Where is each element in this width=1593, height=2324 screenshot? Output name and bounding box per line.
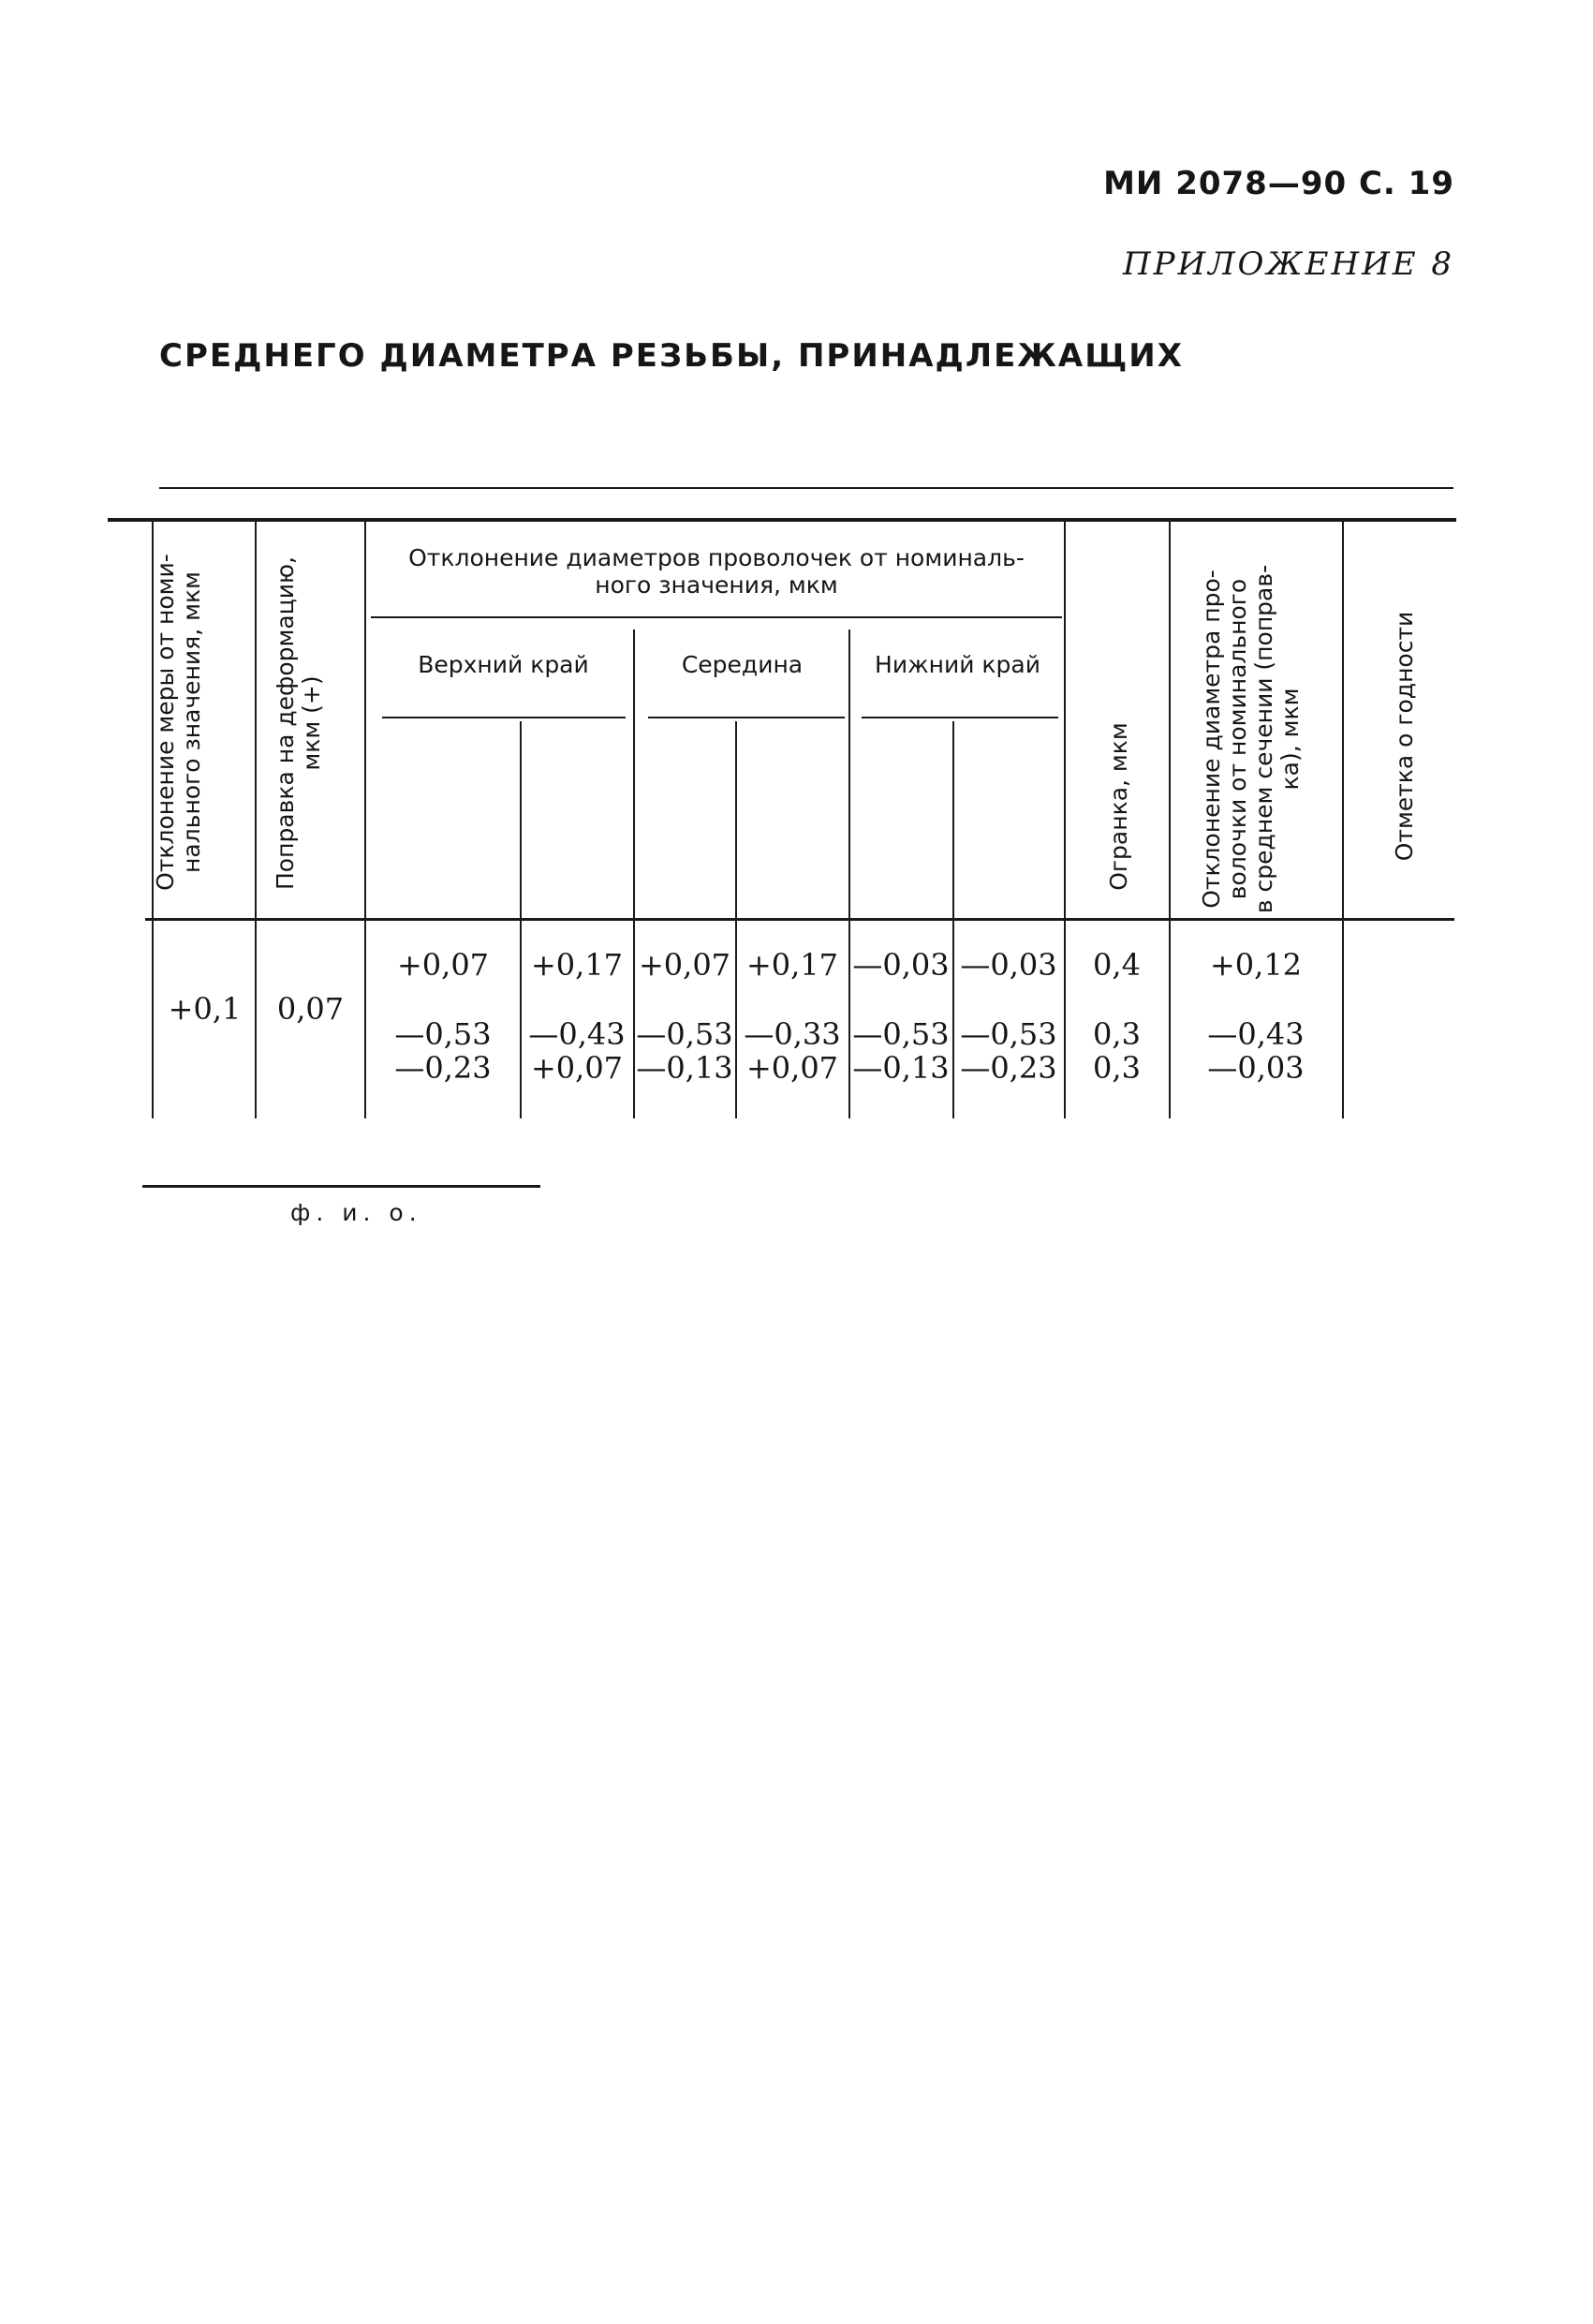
table-cell: +0,07 xyxy=(530,1050,624,1086)
signature-line xyxy=(142,1185,540,1188)
header-fitness-mark: Отметка о годности xyxy=(1391,611,1418,862)
table-cell: —0,53 xyxy=(394,1016,492,1052)
table-cell: —0,53 xyxy=(636,1016,733,1052)
header-correction: Поправка на деформацию, мкм (+) xyxy=(272,556,325,890)
table-cell: +0,17 xyxy=(745,947,839,983)
table-cell: —0,13 xyxy=(636,1050,733,1086)
header-wire-deviation-group: Отклонение диаметров проволочек от номиналь- ного значения, мкм xyxy=(408,544,1025,599)
table-cell: —0,23 xyxy=(394,1050,492,1086)
table-cell: 0,3 xyxy=(1093,1016,1141,1052)
group-rule xyxy=(371,616,1062,618)
table-cell: —0,53 xyxy=(960,1016,1057,1052)
header-faceting: Огранка, мкм xyxy=(1105,722,1132,891)
table-rule-top xyxy=(108,518,1456,522)
document-reference: МИ 2078—90 С. 19 xyxy=(1103,165,1454,202)
header-middle: Середина xyxy=(681,651,804,678)
appendix-label: ПРИЛОЖЕНИЕ 8 xyxy=(1122,245,1454,283)
signature-label: ф. и. о. xyxy=(290,1199,422,1226)
table-cell: +0,17 xyxy=(530,947,624,983)
table-cell: +0,07 xyxy=(638,947,731,983)
table-cell: +0,12 xyxy=(1209,947,1303,983)
col-border xyxy=(364,522,366,1118)
correction-value: 0,07 xyxy=(276,991,345,1027)
table-cell: +0,07 xyxy=(396,947,490,983)
table-cell: —0,03 xyxy=(960,947,1057,983)
header-top-edge: Верхний край xyxy=(418,651,589,678)
table-cell: —0,03 xyxy=(1207,1050,1305,1086)
table-cell: —0,43 xyxy=(1207,1016,1305,1052)
header-measure-deviation: Отклонение меры от номи- нального значения, мкм xyxy=(152,554,205,891)
section-title: СРЕДНЕГО ДИАМЕТРА РЕЗЬБЫ, ПРИНАДЛЕЖАЩИХ xyxy=(159,337,1184,375)
table-cell: —0,33 xyxy=(744,1016,841,1052)
table-rule-top-thin xyxy=(159,487,1453,489)
table-cell: —0,13 xyxy=(852,1050,950,1086)
table-cell: —0,03 xyxy=(852,947,950,983)
col-border xyxy=(255,522,257,1118)
table-cell: 0,3 xyxy=(1093,1050,1141,1086)
header-wire-mid-deviation: Отклонение диаметра про- волочки от номинального в среднем сечении (поправ- ка), мкм xyxy=(1198,564,1304,914)
table-cell: 0,4 xyxy=(1093,947,1141,983)
subgroup-rule-middle xyxy=(648,717,845,718)
table-cell: —0,43 xyxy=(528,1016,626,1052)
table-cell: —0,23 xyxy=(960,1050,1057,1086)
measure-deviation-value: +0,1 xyxy=(168,991,242,1027)
table-cell: —0,53 xyxy=(852,1016,950,1052)
subgroup-rule-top xyxy=(382,717,626,718)
subgroup-rule-bottom xyxy=(862,717,1058,718)
col-border xyxy=(1342,522,1344,1118)
header-bottom-edge: Нижний край xyxy=(875,651,1040,678)
table-cell: +0,07 xyxy=(745,1050,839,1086)
